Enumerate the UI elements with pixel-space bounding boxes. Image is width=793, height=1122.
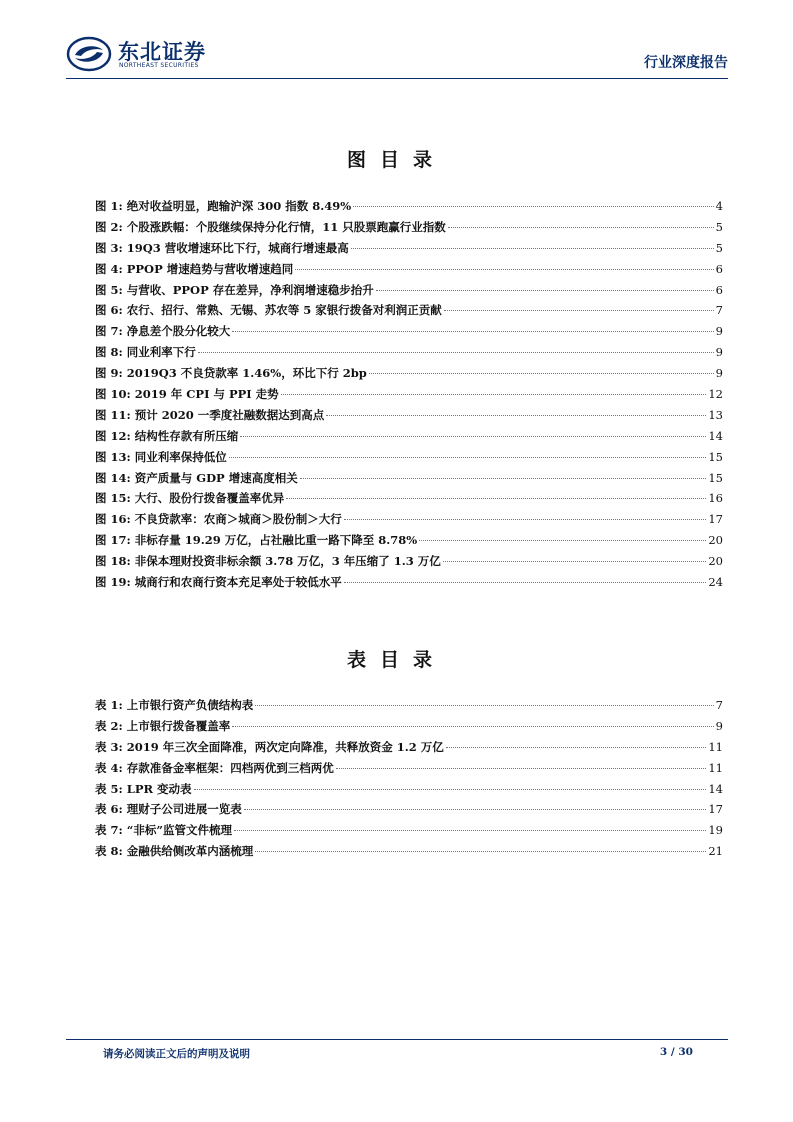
toc-leader-dots bbox=[244, 809, 707, 810]
toc-entry[interactable] bbox=[95, 198, 723, 219]
toc-entry[interactable] bbox=[95, 718, 723, 739]
toc-entry-number: 图 11: bbox=[95, 407, 131, 422]
toc-leader-dots bbox=[300, 478, 707, 479]
toc-leader-dots bbox=[351, 248, 714, 249]
toc-entry[interactable] bbox=[95, 323, 723, 344]
toc-entry[interactable] bbox=[95, 553, 723, 574]
toc-entry-page: 15 bbox=[708, 470, 723, 485]
toc-leader-dots bbox=[240, 436, 706, 437]
toc-entry[interactable] bbox=[95, 282, 723, 303]
toc-entry-title: 净息差个股分化较大 bbox=[126, 324, 231, 339]
toc-entry-title: 城商行和农商行资本充足率处于较低水平 bbox=[134, 575, 342, 590]
toc-entry[interactable] bbox=[95, 697, 723, 718]
toc-entry-title: 同业利率保持低位 bbox=[134, 449, 227, 464]
toc-entry-page: 21 bbox=[708, 844, 723, 859]
toc-entry-number: 图 2: bbox=[95, 219, 123, 234]
toc-entry-title: LPR 变动表 bbox=[126, 781, 192, 796]
brand-subtitle: NORTHEAST SECURITIES bbox=[119, 62, 199, 69]
toc-entry-page: 14 bbox=[708, 781, 723, 796]
toc-leader-dots bbox=[229, 457, 707, 458]
toc-entry-number: 表 4: bbox=[95, 760, 123, 775]
toc-entry-title: 资产质量与 GDP 增速高度相关 bbox=[134, 470, 298, 485]
toc-entry[interactable] bbox=[95, 386, 723, 407]
toc-entry-title: 2019 年 CPI 与 PPI 走势 bbox=[134, 387, 279, 402]
toc-leader-dots bbox=[369, 373, 714, 374]
toc-entry[interactable] bbox=[95, 739, 723, 760]
toc-entry-page: 7 bbox=[715, 303, 723, 318]
page-number: 3 / 30 bbox=[659, 1046, 693, 1058]
toc-entry-page: 24 bbox=[708, 575, 723, 590]
toc-entry[interactable] bbox=[95, 511, 723, 532]
company-logo-icon bbox=[66, 36, 112, 72]
toc-leader-dots bbox=[198, 352, 714, 353]
toc-entry[interactable] bbox=[95, 365, 723, 386]
toc-leader-dots bbox=[344, 519, 707, 520]
toc-entry-number: 表 8: bbox=[95, 844, 123, 859]
toc-entry-number: 图 14: bbox=[95, 470, 131, 485]
footer-divider bbox=[66, 1039, 728, 1040]
toc-entry-number: 图 8: bbox=[95, 345, 123, 360]
toc-entry-number: 图 9: bbox=[95, 366, 123, 381]
header-divider bbox=[66, 78, 728, 79]
toc-entry-page: 9 bbox=[715, 324, 723, 339]
toc-entry-number: 图 3: bbox=[95, 240, 123, 255]
toc-entry[interactable] bbox=[95, 760, 723, 781]
toc-entry-title: PPOP 增速趋势与营收增速趋同 bbox=[126, 261, 294, 276]
toc-leader-dots bbox=[232, 726, 713, 727]
toc-entry-page: 5 bbox=[715, 219, 723, 234]
toc-entry-page: 19 bbox=[708, 823, 723, 838]
toc-entry-title: 农行、招行、常熟、无锡、苏农等 5 家银行拨备对利润正贡献 bbox=[126, 303, 442, 318]
toc-entry[interactable] bbox=[95, 240, 723, 261]
toc-entry-page: 5 bbox=[715, 240, 723, 255]
toc-leader-dots bbox=[443, 561, 707, 562]
toc-entry-number: 表 2: bbox=[95, 718, 123, 733]
toc-entry-page: 11 bbox=[708, 760, 723, 775]
toc-entry-page: 6 bbox=[715, 282, 723, 297]
toc-entry-number: 图 13: bbox=[95, 449, 131, 464]
toc-entry-number: 图 19: bbox=[95, 575, 131, 590]
toc-leader-dots bbox=[295, 269, 713, 270]
toc-entry-page: 11 bbox=[708, 739, 723, 754]
toc-entry-page: 12 bbox=[708, 387, 723, 402]
toc-entry-number: 图 18: bbox=[95, 554, 131, 569]
footer-disclaimer: 请务必阅读正文后的声明及说明 bbox=[103, 1048, 250, 1060]
toc-leader-dots bbox=[419, 540, 706, 541]
toc-entry-title: 非标存量 19.29 万亿，占社融比重一路下降至 8.78% bbox=[134, 533, 418, 548]
toc-entry-title: 2019Q3 不良贷款率 1.46%，环比下行 2bp bbox=[126, 366, 367, 381]
toc-entry-number: 图 6: bbox=[95, 303, 123, 318]
toc-entry-title: 上市银行拨备覆盖率 bbox=[126, 718, 231, 733]
toc-entry[interactable] bbox=[95, 261, 723, 282]
toc-leader-dots bbox=[353, 206, 713, 207]
toc-entry-page: 17 bbox=[708, 802, 723, 817]
toc-entry-page: 9 bbox=[715, 718, 723, 733]
toc-entry-page: 13 bbox=[708, 407, 723, 422]
toc-leader-dots bbox=[255, 705, 713, 706]
toc-leader-dots bbox=[255, 851, 706, 852]
toc-entry[interactable] bbox=[95, 822, 723, 843]
toc-entry-page: 20 bbox=[708, 554, 723, 569]
toc-leader-dots bbox=[444, 310, 714, 311]
toc-entry-number: 图 15: bbox=[95, 491, 131, 506]
toc-entry-number: 图 1: bbox=[95, 199, 123, 213]
tables-toc-title: 表目录 bbox=[346, 649, 446, 671]
toc-entry-title: 上市银行资产负债结构表 bbox=[126, 698, 254, 712]
toc-entry-title: 与营收、PPOP 存在差异，净利润增速稳步抬升 bbox=[126, 282, 374, 297]
toc-entry[interactable] bbox=[95, 449, 723, 470]
toc-entry-title: 大行、股份行拨备覆盖率优异 bbox=[134, 491, 285, 506]
toc-entry[interactable] bbox=[95, 470, 723, 491]
toc-leader-dots bbox=[344, 582, 707, 583]
toc-entry-title: 个股涨跌幅：个股继续保持分化行情，11 只股票跑赢行业指数 bbox=[126, 219, 446, 234]
page-header bbox=[66, 30, 728, 76]
toc-entry-number: 图 12: bbox=[95, 428, 131, 443]
toc-entry-title: 金融供给侧改革内涵梳理 bbox=[126, 844, 254, 859]
toc-entry[interactable] bbox=[95, 801, 723, 822]
brand-name: 东北证券 bbox=[118, 40, 206, 64]
toc-entry-title: 同业利率下行 bbox=[126, 345, 196, 360]
toc-entry-number: 图 7: bbox=[95, 324, 123, 339]
figures-toc-title: 图目录 bbox=[346, 149, 446, 171]
toc-entry-page: 17 bbox=[708, 512, 723, 527]
toc-entry[interactable] bbox=[95, 219, 723, 240]
toc-entry-number: 图 10: bbox=[95, 387, 131, 402]
toc-entry[interactable] bbox=[95, 344, 723, 365]
toc-leader-dots bbox=[232, 331, 713, 332]
toc-entry-number: 图 16: bbox=[95, 512, 131, 527]
toc-entry-page: 9 bbox=[715, 345, 723, 360]
toc-leader-dots bbox=[448, 227, 714, 228]
toc-leader-dots bbox=[234, 830, 706, 831]
toc-entry-number: 图 4: bbox=[95, 261, 123, 276]
toc-entry-number: 表 3: bbox=[95, 739, 123, 754]
toc-leader-dots bbox=[336, 768, 707, 769]
toc-entry-title: 不良贷款率：农商＞城商＞股份制＞大行 bbox=[134, 512, 342, 527]
toc-entry[interactable] bbox=[95, 302, 723, 323]
toc-entry-title: 结构性存款有所压缩 bbox=[134, 428, 239, 443]
toc-leader-dots bbox=[376, 290, 714, 291]
toc-entry-title: 2019 年三次全面降准，两次定向降准，共释放资金 1.2 万亿 bbox=[126, 739, 444, 754]
toc-entry[interactable] bbox=[95, 532, 723, 553]
toc-entry-number: 表 7: bbox=[95, 823, 123, 838]
toc-entry-number: 图 5: bbox=[95, 282, 123, 297]
toc-entry-title: 非保本理财投资非标余额 3.78 万亿，3 年压缩了 1.3 万亿 bbox=[134, 554, 441, 569]
toc-leader-dots bbox=[446, 747, 707, 748]
toc-entry-title: 19Q3 营收增速环比下行，城商行增速最高 bbox=[126, 240, 349, 255]
toc-entry[interactable] bbox=[95, 490, 723, 511]
toc-entry-number: 图 17: bbox=[95, 533, 131, 548]
toc-entry-number: 表 1: bbox=[95, 698, 123, 712]
toc-entry-page: 4 bbox=[715, 199, 723, 213]
toc-entry-page: 16 bbox=[708, 491, 723, 506]
toc-entry[interactable] bbox=[95, 407, 723, 428]
toc-entry-page: 20 bbox=[708, 533, 723, 548]
toc-entry[interactable] bbox=[95, 428, 723, 449]
toc-leader-dots bbox=[286, 498, 706, 499]
toc-entry-number: 表 6: bbox=[95, 802, 123, 817]
toc-entry-title: “非标”监管文件梳理 bbox=[126, 823, 232, 838]
toc-entry-title: 绝对收益明显，跑输沪深 300 指数 8.49% bbox=[126, 199, 352, 213]
toc-entry-number: 表 5: bbox=[95, 781, 123, 796]
toc-entry-page: 15 bbox=[708, 449, 723, 464]
toc-leader-dots bbox=[194, 789, 707, 790]
toc-leader-dots bbox=[326, 415, 706, 416]
toc-entry[interactable] bbox=[95, 781, 723, 802]
toc-entry-page: 6 bbox=[715, 261, 723, 276]
toc-entry-page: 9 bbox=[715, 366, 723, 381]
toc-entry-page: 14 bbox=[708, 428, 723, 443]
tables-toc-list bbox=[95, 697, 723, 864]
toc-entry-page: 7 bbox=[715, 698, 723, 712]
toc-entry-title: 存款准备金率框架：四档两优到三档两优 bbox=[126, 760, 334, 775]
toc-entry-title: 预计 2020 一季度社融数据达到高点 bbox=[134, 407, 325, 422]
report-type-label: 行业深度报告 bbox=[644, 55, 728, 71]
figures-toc-list bbox=[95, 198, 723, 595]
toc-entry-title: 理财子公司进展一览表 bbox=[126, 802, 242, 817]
toc-leader-dots bbox=[281, 394, 707, 395]
toc-entry[interactable] bbox=[95, 843, 723, 864]
toc-entry[interactable] bbox=[95, 574, 723, 595]
